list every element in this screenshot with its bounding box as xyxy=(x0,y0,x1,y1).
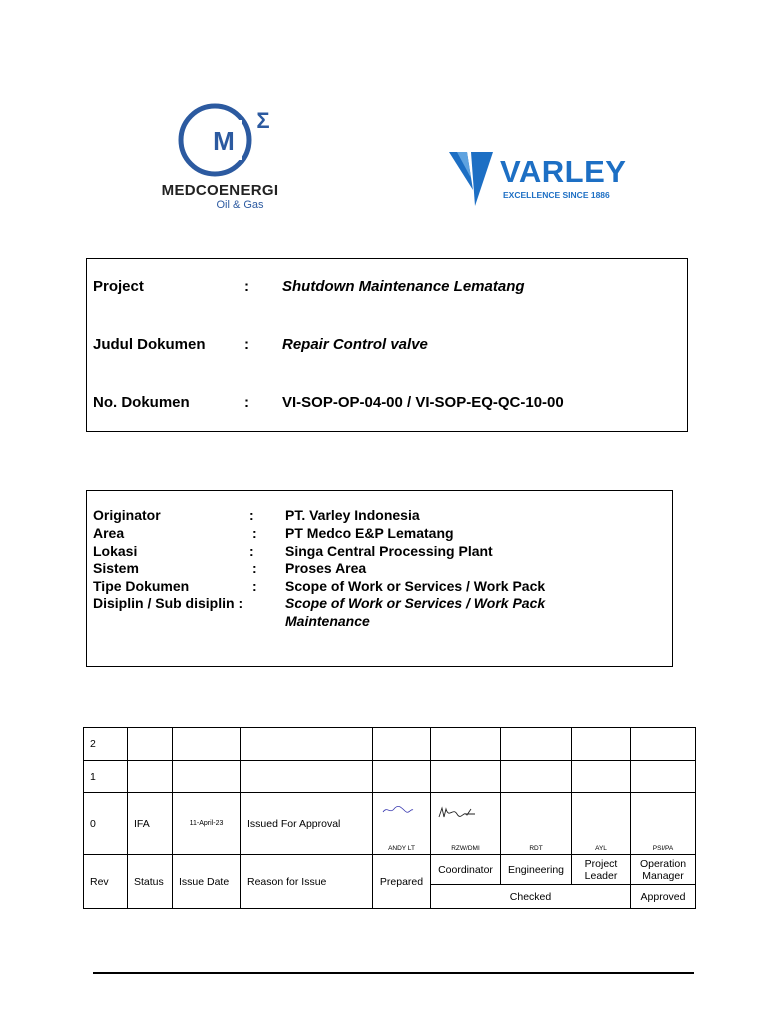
varley-name: VARLEY xyxy=(500,154,627,189)
area-label: Area xyxy=(93,525,125,541)
medco-emblem-icon xyxy=(170,100,290,180)
document-type-label: Tipe Dokumen xyxy=(93,578,190,594)
colon: : xyxy=(249,507,254,523)
document-detail-box xyxy=(86,490,673,667)
prepared-by-name: ANDY LT xyxy=(388,845,415,852)
coordinator-by-name: RZW/DMI xyxy=(451,845,480,852)
approved-header: Approved xyxy=(631,885,696,909)
signature-icon xyxy=(381,803,415,817)
prepared-header: Prepared xyxy=(373,855,431,909)
project-label: Project xyxy=(93,278,144,295)
project-leader-header: Project Leader xyxy=(572,855,631,885)
issue-date-cell: 11-April-23 xyxy=(173,793,241,855)
location-value: Singa Central Processing Plant xyxy=(285,543,493,559)
footer-rule xyxy=(93,972,694,974)
colon: : xyxy=(252,578,257,594)
rev-cell: 0 xyxy=(84,793,128,855)
operation-manager-by-name: PSI/PA xyxy=(652,845,674,852)
project-value: Shutdown Maintenance Lematang xyxy=(282,278,525,295)
system-value: Proses Area xyxy=(285,560,367,576)
project-leader-signature-cell xyxy=(572,793,631,855)
svg-text:Σ: Σ xyxy=(256,108,270,133)
rev-cell: 2 xyxy=(84,728,128,761)
reason-header: Reason for Issue xyxy=(241,855,373,909)
colon: : xyxy=(244,278,249,295)
status-header: Status xyxy=(128,855,173,909)
medco-subtitle: Oil & Gas xyxy=(216,199,264,211)
prepared-signature-cell xyxy=(373,793,431,855)
varley-tagline: EXCELLENCE SINCE 1886 xyxy=(503,190,610,200)
originator-label: Originator xyxy=(93,507,161,523)
engineering-by-name: RDT xyxy=(529,845,543,852)
status-cell: IFA xyxy=(128,793,173,855)
varley-logo xyxy=(445,150,645,210)
originator-value: PT. Varley Indonesia xyxy=(285,507,420,523)
revision-table xyxy=(83,727,696,909)
medco-name: MEDCOENERGI xyxy=(161,182,279,199)
svg-text:M: M xyxy=(213,126,235,156)
table-row xyxy=(84,761,696,793)
colon: : xyxy=(244,394,249,411)
engineering-signature-cell xyxy=(501,793,572,855)
colon: : xyxy=(244,336,249,353)
discipline-value: Scope of Work or Services / Work Pack xyxy=(285,595,546,611)
medco-energi-logo xyxy=(161,100,290,215)
table-header-row xyxy=(84,855,696,885)
area-value: PT Medco E&P Lematang xyxy=(285,525,454,541)
colon: : xyxy=(252,525,257,541)
colon: : xyxy=(249,543,254,559)
document-number-label: No. Dokumen xyxy=(93,394,190,411)
location-label: Lokasi xyxy=(93,543,138,559)
varley-v-emblem-icon xyxy=(447,150,497,208)
rev-cell: 1 xyxy=(84,761,128,793)
coordinator-signature-cell xyxy=(431,793,501,855)
document-type-value: Scope of Work or Services / Work Pack xyxy=(285,578,546,594)
discipline-value-continued: Maintenance xyxy=(285,613,370,629)
operation-manager-signature-cell xyxy=(631,793,696,855)
table-row xyxy=(84,728,696,761)
document-number-value: VI-SOP-OP-04-00 / VI-SOP-EQ-QC-10-00 xyxy=(282,394,564,411)
table-row xyxy=(84,793,696,855)
signature-icon xyxy=(437,805,481,823)
document-title-label: Judul Dokumen xyxy=(93,336,206,353)
engineering-header: Engineering xyxy=(501,855,572,885)
rev-header: Rev xyxy=(84,855,128,909)
operation-manager-header: Operation Manager xyxy=(631,855,696,885)
project-leader-by-name: AYL xyxy=(595,845,607,852)
project-info-box xyxy=(86,258,688,432)
discipline-label: Disiplin / Sub disiplin : xyxy=(93,595,244,611)
issue-date-header: Issue Date xyxy=(173,855,241,909)
colon: : xyxy=(252,560,257,576)
system-label: Sistem xyxy=(93,560,139,576)
checked-header: Checked xyxy=(431,885,631,909)
coordinator-header: Coordinator xyxy=(431,855,501,885)
document-title-value: Repair Control valve xyxy=(282,336,428,353)
reason-cell: Issued For Approval xyxy=(241,793,373,855)
